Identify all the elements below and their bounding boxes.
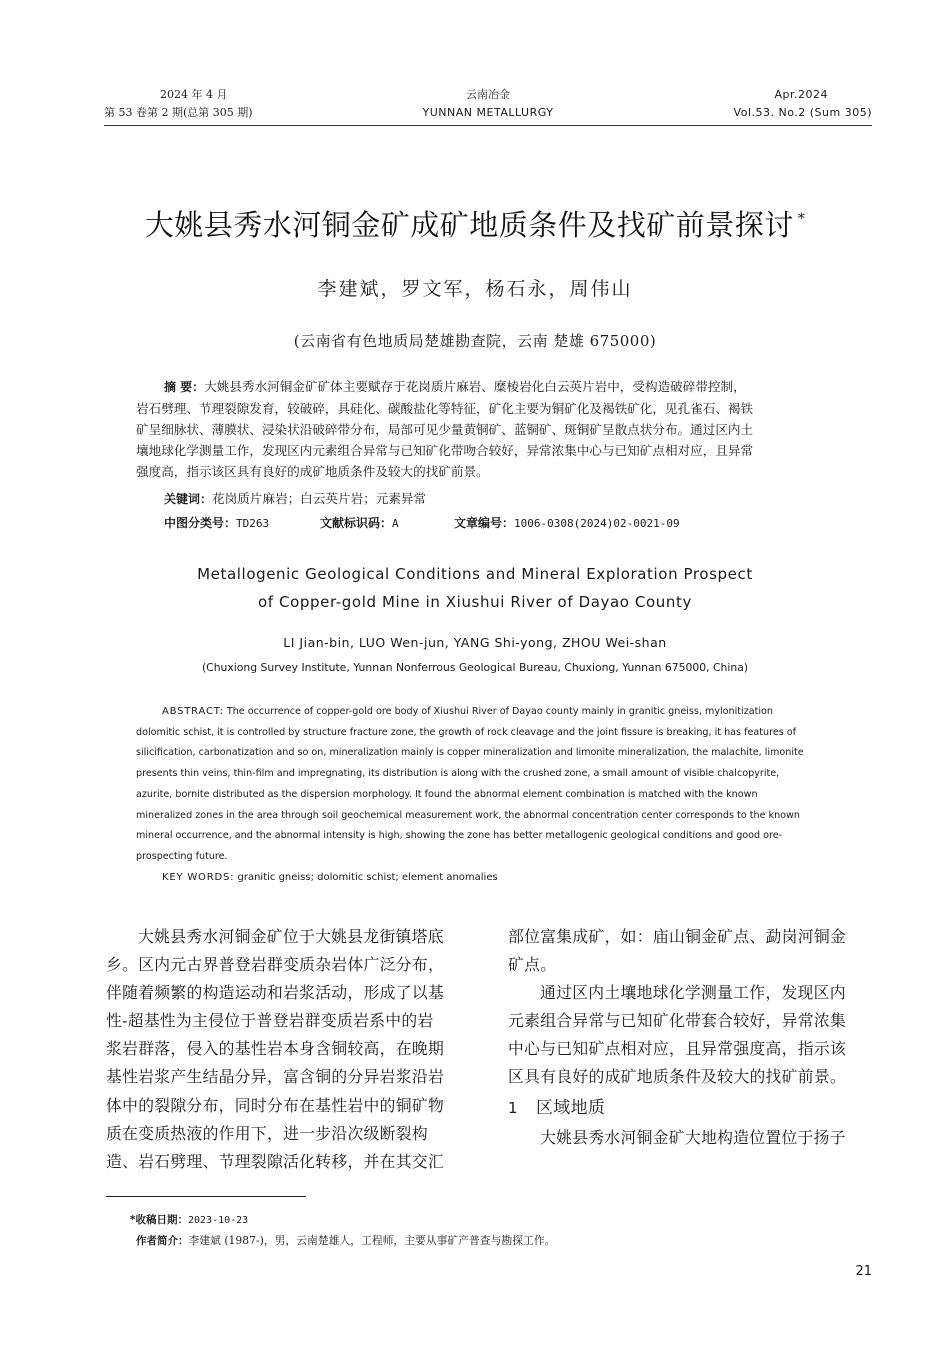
body-paragraph bbox=[106, 923, 470, 1176]
header-date-cn: 2024 年 4 月 bbox=[160, 88, 228, 101]
paper-authors-en: LI Jian-bin, LUO Wen-jun, YANG Shi-yong, ZHOU Wei-shan bbox=[283, 635, 667, 650]
paper-title-text: 大姚县秀水河铜金矿成矿地质条件及找矿前景探讨 bbox=[144, 208, 794, 242]
title-footnote-mark: * bbox=[797, 211, 806, 227]
abstract-cn bbox=[136, 376, 843, 482]
abstract-cn-label: 摘 要： bbox=[164, 380, 205, 394]
body-line: 乡。区内元古界普登岩群变质杂岩体广泛分布， bbox=[106, 955, 445, 975]
header-right bbox=[734, 86, 872, 122]
abstract-en-line: azurite, bornite distributed as the dispersion morphology. It found the abnormal element combination is matched with the known bbox=[136, 788, 758, 800]
abstract-en-text: The occurrence of copper-gold ore body of Xiushui River of Dayao county mainly in granitic gneiss, mylonitization bbox=[226, 706, 774, 717]
body-line: 体中的裂隙分布，同时分布在基性岩中的铜矿物 bbox=[106, 1095, 445, 1115]
abstract-en-line: mineral occurrence, and the abnormal intensity is high, showing the zone has better metallogenic geological conditions and good ore- bbox=[136, 830, 783, 842]
body-line: 造、岩石劈理、节理裂隙活化转移，并在其交汇 bbox=[106, 1151, 445, 1171]
abstract-cn-line: 矿呈细脉状、薄膜状、浸染状沿破碎带分布，局部可见少量黄铜矿、蓝铜矿、斑铜矿呈散点状分布。通过区内土 bbox=[136, 422, 754, 437]
body-paragraph bbox=[508, 979, 872, 1091]
paper-authors: 李建斌，罗文军，杨石永，周伟山 bbox=[317, 278, 633, 300]
body-column-right bbox=[508, 923, 872, 1152]
body-paragraph bbox=[508, 1124, 872, 1152]
keywords-en bbox=[162, 868, 498, 888]
paper-title-en bbox=[0, 560, 950, 616]
abstract-cn-line: 强度高，指示该区具有良好的成矿地质条件及较大的找矿前景。 bbox=[136, 464, 489, 479]
page-number: 21 bbox=[855, 1264, 872, 1279]
header-volume-en: Vol.53. No.2 (Sum 305) bbox=[733, 106, 872, 119]
clc-label: 中图分类号： bbox=[164, 516, 237, 530]
clc-group bbox=[164, 516, 269, 530]
header-date-en: Apr.2024 bbox=[774, 88, 828, 101]
body-line: 质在变质热液的作用下，进一步沿次级断裂构 bbox=[106, 1123, 428, 1143]
body-line: 性-超基性为主侵位于普登岩群变质岩系中的岩 bbox=[106, 1011, 434, 1031]
header-volume-cn: 第 53 卷第 2 期(总第 305 期) bbox=[104, 106, 253, 119]
running-header bbox=[104, 86, 872, 126]
keywords-en-label: KEY WORDS: bbox=[162, 872, 235, 883]
footnote-author-bio bbox=[136, 1233, 555, 1249]
footnote-received-label: *收稿日期： bbox=[130, 1214, 188, 1226]
footnote-received bbox=[130, 1212, 248, 1229]
paper-title-en-line2: of Copper-gold Mine in Xiushui River of Dayao County bbox=[258, 593, 692, 611]
doc-code-value: A bbox=[392, 517, 399, 530]
keywords-cn-text: 花岗质片麻岩；白云英片岩；元素异常 bbox=[212, 491, 427, 506]
section-heading bbox=[508, 1093, 872, 1123]
body-line: 大姚县秀水河铜金矿大地构造位置位于扬子 bbox=[540, 1127, 846, 1147]
abstract-cn-line bbox=[136, 376, 843, 398]
abstract-en-line: prospecting future. bbox=[136, 850, 228, 862]
header-journal-en: YUNNAN METALLURGY bbox=[422, 106, 554, 119]
abstract-en-label: ABSTRACT: bbox=[162, 706, 224, 717]
body-line: 伴随着频繁的构造运动和岩浆活动，形成了以基 bbox=[106, 983, 445, 1003]
body-line: 基性岩浆产生结晶分异，富含铜的分异岩浆沿岩 bbox=[106, 1067, 445, 1087]
body-line: 区具有良好的成矿地质条件及较大的找矿前景。 bbox=[508, 1067, 847, 1087]
abstract-cn-text: 大姚县秀水河铜金矿矿体主要赋存于花岗质片麻岩、糜棱岩化白云英片岩中，受构造破碎带控制， bbox=[204, 379, 746, 394]
footnote-divider bbox=[106, 1196, 306, 1197]
paper-affiliation: (云南省有色地质局楚雄勘查院，云南 楚雄 675000) bbox=[293, 332, 657, 350]
keywords-en-text: granitic gneiss; dolomitic schist; element anomalies bbox=[237, 872, 498, 883]
clc-value: TD263 bbox=[236, 517, 270, 530]
body-line: 大姚县秀水河铜金矿位于大姚县龙街镇塔底 bbox=[138, 927, 444, 946]
article-number-label: 文章编号： bbox=[454, 516, 515, 530]
keywords-cn bbox=[164, 489, 426, 509]
keywords-cn-label: 关键词： bbox=[164, 492, 213, 506]
section-title: 区域地质 bbox=[536, 1097, 606, 1118]
abstract-en-line: mineralized zones in the area through soil geochemical measurement work, the abnormal concentration center corresponds to the known bbox=[136, 809, 800, 821]
doc-code-group bbox=[320, 513, 399, 534]
abstract-en bbox=[136, 702, 843, 868]
body-line: 部位富集成矿，如：庙山铜金矿点、勐岗河铜金 bbox=[508, 927, 847, 946]
abstract-en-line: silicification, carbonatization and so on, mineralization mainly is copper mineralization and limonite mineralization, the malachite, limonite bbox=[136, 747, 804, 759]
body-column-left bbox=[106, 923, 470, 1176]
paper-title bbox=[0, 203, 950, 244]
body-line: 元素组合异常与已知矿化带套合较好，异常浓集 bbox=[508, 1011, 847, 1031]
header-journal-cn: 云南冶金 bbox=[466, 88, 510, 101]
article-number-value: 1006-0308(2024)02-0021-09 bbox=[514, 517, 680, 530]
abstract-cn-line: 岩石劈理、节理裂隙发育，较破碎，具硅化、碳酸盐化等特征，矿化主要为铜矿化及褐铁矿化，见孔雀石、褐铁 bbox=[136, 401, 754, 416]
paper-title-en-line1: Metallogenic Geological Conditions and Mineral Exploration Prospect bbox=[197, 565, 753, 583]
body-line: 矿点。 bbox=[508, 955, 557, 975]
footnote-author-label: 作者简介： bbox=[136, 1235, 189, 1247]
article-number-group bbox=[454, 513, 680, 534]
doc-code-label: 文献标识码： bbox=[320, 516, 393, 530]
footnote-author-value: 李建斌 (1987-)，男，云南楚雄人，工程师，主要从事矿产普查与勘探工作。 bbox=[188, 1234, 556, 1247]
abstract-en-line bbox=[136, 702, 843, 723]
abstract-en-line: presents thin veins, thin-film and impregnating, its distribution is along with the crushed zone, a small amount of visible chalcopyrite, bbox=[136, 768, 780, 780]
body-line: 中心与已知矿点相对应，且异常强度高，指示该 bbox=[508, 1039, 847, 1059]
abstract-en-line: dolomitic schist, it is controlled by structure fracture zone, the growth of rock cleavage and the joint fissure is breaking, it has features of bbox=[136, 726, 797, 738]
section-number: 1 bbox=[508, 1098, 518, 1117]
footnote-received-value: 2023-10-23 bbox=[188, 1215, 249, 1226]
paper-affiliation-en: (Chuxiong Survey Institute, Yunnan Nonferrous Geological Bureau, Chuxiong, Yunnan 675000, China) bbox=[201, 661, 749, 674]
classification-line bbox=[164, 513, 844, 534]
body-line: 通过区内土壤地球化学测量工作，发现区内 bbox=[540, 983, 846, 1003]
body-line: 浆岩群落，侵入的基性岩本身含铜较高，在晚期 bbox=[106, 1039, 445, 1059]
body-paragraph bbox=[508, 923, 872, 979]
abstract-cn-line: 壤地球化学测量工作，发现区内元素组合异常与已知矿化带吻合较好，异常浓集中心与已知矿点相对应，且异常 bbox=[136, 443, 754, 458]
